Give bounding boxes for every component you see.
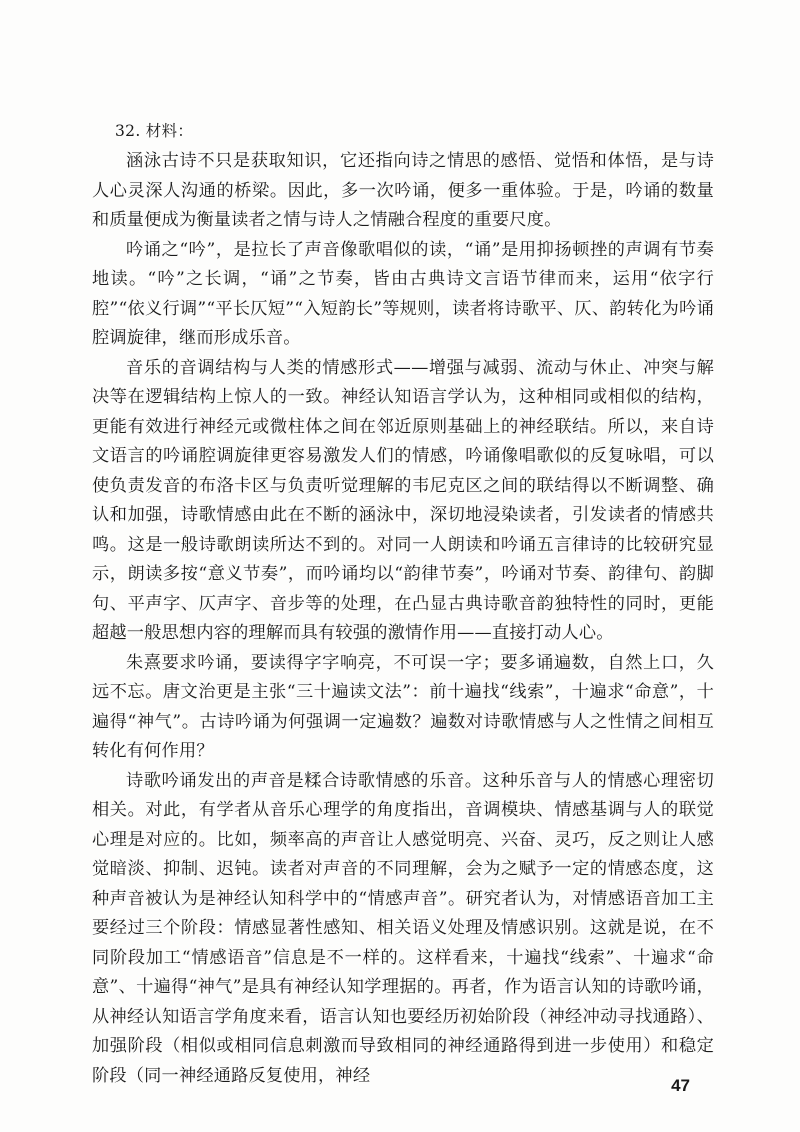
question-heading: 32. 材料： [115, 122, 194, 140]
paragraph-3: 音乐的音调结构与人类的情感形式——增强与减弱、流动与休止、冲突与解决等在逻辑结构上惊人的一致。神经认知语言学认为，这种相同或相似的结构，更能有效进行神经元或微柱体之间在邻近原则基础上的神经联结。所以，来自诗文语言的吟诵腔调旋律更容易激发人们的情感，吟诵像唱歌似的反复咏唱，可以使负责发音的布洛卡区与负责听觉理解的韦尼克区之间的联结得以不断调整、确认和加强，诗歌情感由此在不断的涵泳中，深切地浸染读者，引发读者的情感共鸣。这是一般诗歌朗读所达不到的。对同一人朗读和吟诵五言律诗的比较研究显示，朗读多按“意义节奏”，而吟诵均以“韵律节奏”，吟诵对节奏、韵律句、韵脚句、平声字、仄声字、音步等的处理，在凸显古典诗歌音韵独特性的同时，更能超越一般思想内容的理解而具有较强的激情作用——直接打动人心。 [92, 357, 714, 643]
page-content [92, 115, 714, 1091]
page-number: 47 [671, 1076, 690, 1095]
paragraph-2: 吟诵之“吟”，是拉长了声音像歌唱似的读，“诵”是用抑扬顿挫的声调有节奏地读。“吟”之长调，“诵”之节奏，皆由古典诗文言语节律而来，运用“依字行腔”“依义行调”“平长仄短”“入短韵长”等规则，读者将诗歌平、仄、韵转化为吟诵腔调旋律，继而形成乐音。 [92, 239, 714, 348]
paragraph-5: 诗歌吟诵发出的声音是糅合诗歌情感的乐音。这种乐音与人的情感心理密切相关。对此，有学者从音乐心理学的角度指出，音调模块、情感基调与人的联觉心理是对应的。比如，频率高的声音让人感觉明亮、兴奋、灵巧，反之则让人感觉暗淡、抑制、迟钝。读者对声音的不同理解，会为之赋予一定的情感态度，这种声音被认为是神经认知科学中的“情感声音”。研究者认为，对情感语音加工主要经过三个阶段：情感显著性感知、相关语义处理及情感识别。这就是说，在不同阶段加工“情感语音”信息是不一样的。这样看来，十遍找“线索”、十遍求“命意”、十遍得“神气”是具有神经认知学理据的。再者，作为语言认知的诗歌吟诵，从神经认知语言学角度来看，语言认知也要经历初始阶段（神经冲动寻找通路）、加强阶段（相似或相同信息刺激而导致相同的神经通路得到进一步使用）和稳定阶段（同一神经通路反复使用，神经 [92, 770, 714, 1086]
paragraph-1: 涵泳古诗不只是获取知识，它还指向诗之情思的感悟、觉悟和体悟，是与诗人心灵深人沟通的桥梁。因此，多一次吟诵，便多一重体验。于是，吟诵的数量和质量便成为衡量读者之情与诗人之情融合程度的重要尺度。 [92, 151, 714, 230]
paragraph-4: 朱熹要求吟诵，要读得字字响亮，不可误一字；要多诵遍数，自然上口，久远不忘。唐文治更是主张“三十遍读文法”：前十遍找“线索”，十遍求“命意”，十遍得“神气”。古诗吟诵为何强调一定遍数？遍数对诗歌情感与人之性情之间相互转化有何作用？ [92, 652, 714, 761]
